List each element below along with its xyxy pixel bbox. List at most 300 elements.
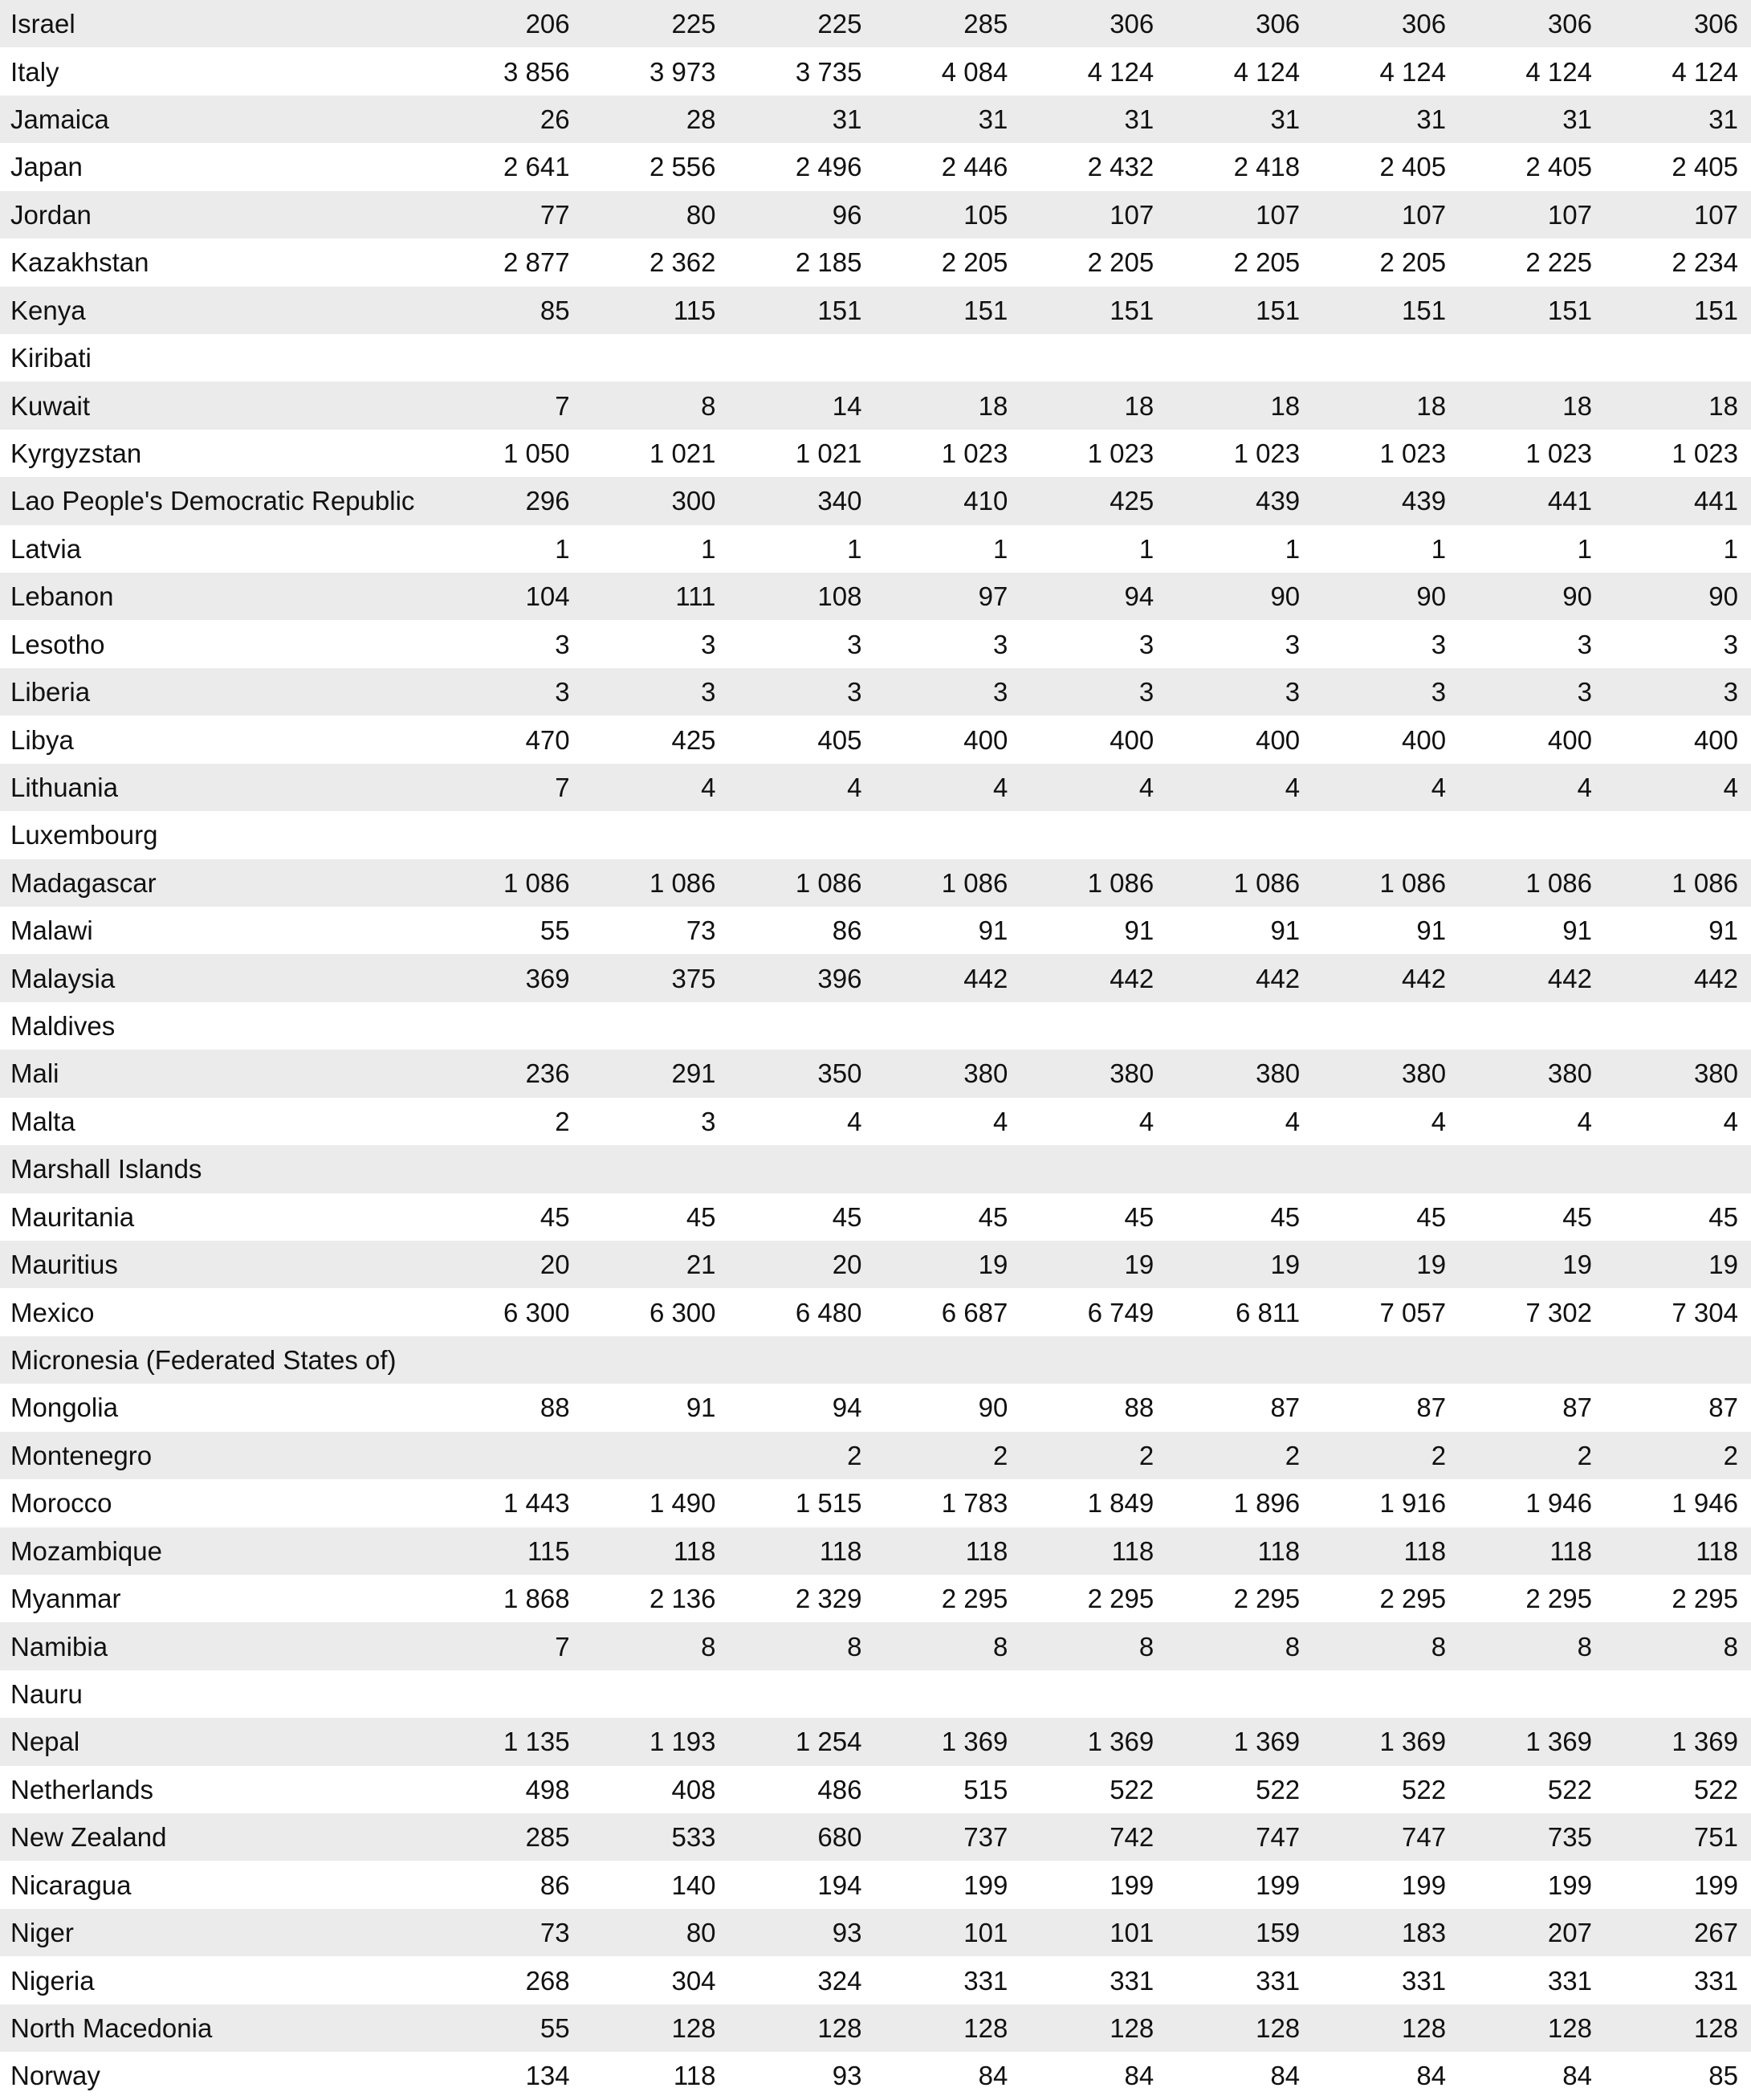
value-cell: 4 — [1138, 772, 1154, 802]
value-cell: 1 916 — [1379, 1488, 1447, 1519]
value-cell: 55 — [540, 2012, 570, 2043]
value-cell: 128 — [1256, 2012, 1301, 2043]
value-cell: 4 124 — [1379, 56, 1447, 87]
value-cell — [1313, 811, 1459, 858]
value-cell: 2 432 — [1087, 152, 1154, 182]
value-cell: 425 — [671, 724, 716, 755]
country-name-cell: Kuwait — [10, 390, 91, 421]
table-row — [0, 1575, 1751, 1622]
value-cell: 19 — [1708, 1250, 1738, 1280]
value-cell — [583, 1002, 729, 1050]
value-cell: 14 — [832, 390, 862, 421]
value-cell: 87 — [1562, 1393, 1592, 1423]
table-row — [0, 96, 1751, 143]
value-cell: 31 — [1562, 104, 1592, 135]
value-cell: 87 — [1416, 1393, 1447, 1423]
value-cell: 118 — [1549, 1535, 1592, 1566]
value-cell: 199 — [1110, 1870, 1154, 1900]
table-row — [0, 764, 1751, 811]
value-cell — [1459, 1145, 1605, 1193]
value-cell: 1 021 — [649, 438, 716, 468]
value-cell: 97 — [978, 581, 1008, 612]
value-cell: 8 — [1577, 1631, 1592, 1662]
value-cell: 306 — [1256, 9, 1301, 39]
value-cell: 90 — [1562, 581, 1592, 612]
value-cell — [1167, 811, 1313, 858]
value-cell: 400 — [1547, 724, 1592, 755]
value-cell: 2 — [992, 1440, 1008, 1470]
value-cell: 118 — [1257, 1535, 1301, 1566]
value-cell: 285 — [525, 1822, 570, 1853]
value-cell: 400 — [1110, 724, 1154, 755]
value-cell: 87 — [1708, 1393, 1738, 1423]
value-cell: 380 — [1256, 1058, 1301, 1089]
table-row — [0, 1288, 1751, 1335]
value-cell: 73 — [540, 1918, 570, 1948]
value-cell: 20 — [832, 1250, 862, 1280]
value-cell: 118 — [1696, 1535, 1738, 1566]
table-row — [0, 0, 1751, 47]
value-cell: 1 849 — [1087, 1488, 1154, 1519]
value-cell: 8 — [992, 1631, 1008, 1662]
value-cell: 84 — [1124, 2061, 1154, 2091]
value-cell: 45 — [686, 1201, 716, 1232]
value-cell: 93 — [832, 1918, 862, 1948]
value-cell — [437, 1145, 583, 1193]
value-cell: 285 — [963, 9, 1008, 39]
value-cell: 94 — [1124, 581, 1154, 612]
value-cell: 2 295 — [941, 1584, 1008, 1614]
value-cell: 522 — [1693, 1774, 1738, 1804]
value-cell: 207 — [1547, 1918, 1592, 1948]
value-cell: 380 — [1402, 1058, 1447, 1089]
value-cell: 747 — [1256, 1822, 1301, 1853]
value-cell: 6 749 — [1087, 1297, 1154, 1327]
table-row — [0, 1670, 1751, 1718]
value-cell: 1 — [1723, 533, 1738, 564]
country-name-cell: Kenya — [10, 295, 86, 325]
table-row — [0, 1098, 1751, 1145]
country-name-cell: Jordan — [10, 199, 92, 230]
value-cell: 199 — [1693, 1870, 1738, 1900]
table-row — [0, 239, 1751, 286]
value-cell: 45 — [978, 1201, 1008, 1232]
country-name-cell: Morocco — [10, 1488, 112, 1519]
value-cell: 4 — [1285, 1106, 1301, 1136]
value-cell — [874, 811, 1020, 858]
value-cell: 3 735 — [795, 56, 862, 87]
value-cell: 680 — [817, 1822, 862, 1853]
value-cell: 1 — [701, 533, 716, 564]
value-cell: 2 205 — [941, 247, 1008, 278]
value-cell: 91 — [686, 1393, 716, 1423]
table-row — [0, 1909, 1751, 1956]
value-cell: 111 — [675, 581, 716, 612]
value-cell: 18 — [1270, 390, 1301, 421]
value-cell: 747 — [1402, 1822, 1447, 1853]
value-cell: 1 946 — [1672, 1488, 1738, 1519]
value-cell — [729, 1336, 875, 1384]
value-cell: 1 023 — [1379, 438, 1447, 468]
value-cell: 31 — [1270, 104, 1301, 135]
value-cell: 3 — [701, 629, 716, 659]
country-name-cell: Maldives — [10, 1011, 116, 1042]
value-cell: 3 — [1723, 677, 1738, 707]
value-cell: 3 973 — [649, 56, 716, 87]
table-row — [0, 1861, 1751, 1908]
value-cell: 93 — [832, 2061, 862, 2091]
value-cell — [583, 1145, 729, 1193]
value-cell: 2 446 — [941, 152, 1008, 182]
value-cell: 2 295 — [1379, 1584, 1447, 1614]
value-cell: 101 — [963, 1918, 1008, 1948]
value-cell: 2 295 — [1525, 1584, 1592, 1614]
country-name-cell: Mauritius — [10, 1250, 118, 1280]
country-name-cell: Latvia — [10, 533, 82, 564]
value-cell: 19 — [978, 1250, 1008, 1280]
value-cell: 1 — [1577, 533, 1592, 564]
table-row — [0, 2052, 1751, 2099]
table-row — [0, 430, 1751, 477]
value-cell: 1 086 — [941, 867, 1008, 898]
value-cell — [1605, 1336, 1751, 1384]
value-cell — [437, 811, 583, 858]
value-cell: 742 — [1110, 1822, 1154, 1853]
value-cell: 439 — [1256, 486, 1301, 516]
value-cell: 45 — [832, 1201, 862, 1232]
value-cell: 2 556 — [649, 152, 716, 182]
value-cell: 1 369 — [1672, 1727, 1738, 1757]
value-cell — [437, 334, 583, 381]
value-cell: 4 124 — [1233, 56, 1301, 87]
value-cell: 2 329 — [795, 1584, 862, 1614]
value-cell: 1 023 — [1087, 438, 1154, 468]
table-row — [0, 191, 1751, 239]
value-cell: 296 — [525, 486, 570, 516]
value-cell: 159 — [1256, 1918, 1301, 1948]
value-cell: 140 — [671, 1870, 716, 1900]
table-row — [0, 1002, 1751, 1050]
value-cell: 380 — [963, 1058, 1008, 1089]
value-cell — [1459, 1336, 1605, 1384]
value-cell: 128 — [963, 2012, 1008, 2043]
value-cell: 115 — [673, 295, 716, 325]
value-cell: 90 — [1270, 581, 1301, 612]
value-cell: 2 — [1431, 1440, 1447, 1470]
country-name-cell: Japan — [10, 152, 83, 182]
value-cell: 4 124 — [1525, 56, 1592, 87]
value-cell: 6 300 — [649, 1297, 716, 1327]
value-cell: 118 — [965, 1535, 1008, 1566]
value-cell: 380 — [1693, 1058, 1738, 1089]
country-name-cell: Israel — [10, 9, 75, 39]
value-cell — [583, 1336, 729, 1384]
value-cell: 2 225 — [1525, 247, 1592, 278]
value-cell: 18 — [1562, 390, 1592, 421]
value-cell: 101 — [1110, 1918, 1154, 1948]
value-cell: 6 480 — [795, 1297, 862, 1327]
value-cell: 1 086 — [1525, 867, 1592, 898]
table-row — [0, 1145, 1751, 1193]
value-cell: 3 — [847, 629, 862, 659]
value-cell: 522 — [1256, 1774, 1301, 1804]
value-cell: 442 — [1256, 963, 1301, 993]
value-cell: 8 — [1431, 1631, 1447, 1662]
country-name-cell: Mali — [10, 1058, 59, 1089]
value-cell: 324 — [817, 1965, 862, 1996]
table-row — [0, 143, 1751, 190]
value-cell: 91 — [1270, 915, 1301, 946]
table-row — [0, 47, 1751, 95]
value-cell: 8 — [1138, 1631, 1154, 1662]
value-cell: 1 086 — [1233, 867, 1301, 898]
value-cell — [1167, 334, 1313, 381]
value-cell: 396 — [817, 963, 862, 993]
value-cell: 225 — [671, 9, 716, 39]
value-cell: 340 — [817, 486, 862, 516]
value-cell: 1 086 — [1087, 867, 1154, 898]
value-cell: 118 — [1403, 1535, 1447, 1566]
value-cell: 1 — [992, 533, 1008, 564]
value-cell — [1605, 334, 1751, 381]
value-cell: 439 — [1402, 486, 1447, 516]
value-cell: 107 — [1402, 199, 1447, 230]
table-row — [0, 716, 1751, 763]
value-cell — [583, 1670, 729, 1718]
value-cell: 194 — [817, 1870, 862, 1900]
country-name-cell: Kiribati — [10, 343, 92, 373]
value-cell: 4 — [1723, 772, 1738, 802]
value-cell: 3 — [1577, 677, 1592, 707]
value-cell: 268 — [525, 1965, 570, 1996]
value-cell: 87 — [1270, 1393, 1301, 1423]
value-cell: 2 — [1577, 1440, 1592, 1470]
value-cell: 19 — [1416, 1250, 1447, 1280]
country-name-cell: Nauru — [10, 1678, 83, 1709]
value-cell: 3 — [1431, 677, 1447, 707]
value-cell — [729, 811, 875, 858]
value-cell: 331 — [1693, 1965, 1738, 1996]
value-cell: 19 — [1270, 1250, 1301, 1280]
value-cell: 199 — [1256, 1870, 1301, 1900]
value-cell — [1020, 1336, 1167, 1384]
value-cell: 206 — [525, 9, 570, 39]
value-cell: 737 — [963, 1822, 1008, 1853]
value-cell: 134 — [525, 2061, 570, 2091]
value-cell: 1 023 — [1672, 438, 1738, 468]
value-cell — [1020, 811, 1167, 858]
value-cell: 225 — [817, 9, 862, 39]
table-row — [0, 573, 1751, 620]
value-cell: 7 304 — [1672, 1297, 1738, 1327]
value-cell: 19 — [1562, 1250, 1592, 1280]
value-cell: 199 — [963, 1870, 1008, 1900]
country-name-cell: Madagascar — [10, 867, 157, 898]
value-cell: 108 — [817, 581, 862, 612]
value-cell: 3 — [992, 677, 1008, 707]
value-cell: 1 369 — [1379, 1727, 1447, 1757]
table-row — [0, 1479, 1751, 1527]
value-cell: 400 — [1256, 724, 1301, 755]
value-cell: 1 193 — [649, 1727, 716, 1757]
value-cell: 151 — [1256, 295, 1301, 325]
value-cell: 369 — [525, 963, 570, 993]
value-cell: 151 — [817, 295, 862, 325]
country-name-cell: Kazakhstan — [10, 247, 149, 278]
value-cell: 20 — [540, 1250, 570, 1280]
table-row — [0, 2004, 1751, 2052]
value-cell: 2 — [1285, 1440, 1301, 1470]
value-cell: 442 — [1693, 963, 1738, 993]
value-cell: 3 — [555, 677, 570, 707]
value-cell: 1 135 — [503, 1727, 570, 1757]
country-name-cell: Jamaica — [10, 104, 109, 135]
value-cell: 1 369 — [1233, 1727, 1301, 1757]
value-cell: 18 — [1708, 390, 1738, 421]
table-row — [0, 381, 1751, 429]
value-cell: 2 — [555, 1106, 570, 1136]
value-cell: 4 — [1577, 1106, 1592, 1136]
value-cell: 1 515 — [795, 1488, 862, 1519]
value-cell: 45 — [1708, 1201, 1738, 1232]
value-cell: 8 — [701, 390, 716, 421]
value-cell: 3 — [1723, 629, 1738, 659]
value-cell: 735 — [1547, 1822, 1592, 1853]
value-cell: 91 — [1562, 915, 1592, 946]
value-cell: 306 — [1110, 9, 1154, 39]
value-cell: 84 — [1562, 2061, 1592, 2091]
value-cell: 1 023 — [941, 438, 1008, 468]
value-cell: 751 — [1693, 1822, 1738, 1853]
value-cell: 3 — [1138, 629, 1154, 659]
value-cell: 306 — [1402, 9, 1447, 39]
value-cell: 91 — [1708, 915, 1738, 946]
value-cell: 2 — [1138, 1440, 1154, 1470]
value-cell: 4 084 — [941, 56, 1008, 87]
value-cell — [1605, 1670, 1751, 1718]
country-name-cell: Niger — [10, 1918, 74, 1948]
table-row — [0, 668, 1751, 716]
value-cell: 3 — [1285, 629, 1301, 659]
country-name-cell: Nigeria — [10, 1965, 95, 1996]
value-cell — [1167, 1002, 1313, 1050]
country-name-cell: Marshall Islands — [10, 1154, 202, 1185]
value-cell: 8 — [1285, 1631, 1301, 1662]
value-cell: 400 — [1693, 724, 1738, 755]
value-cell: 2 418 — [1233, 152, 1301, 182]
value-cell: 4 — [992, 1106, 1008, 1136]
value-cell: 3 — [992, 629, 1008, 659]
value-cell: 425 — [1110, 486, 1154, 516]
value-cell: 91 — [1124, 915, 1154, 946]
value-cell: 486 — [817, 1774, 862, 1804]
value-cell: 1 086 — [649, 867, 716, 898]
value-cell: 4 — [1285, 772, 1301, 802]
value-cell: 31 — [1416, 104, 1447, 135]
country-name-cell: Malawi — [10, 915, 93, 946]
value-cell: 2 205 — [1087, 247, 1154, 278]
value-cell: 107 — [1693, 199, 1738, 230]
value-cell — [1605, 811, 1751, 858]
value-cell — [1313, 1145, 1459, 1193]
value-cell: 300 — [671, 486, 716, 516]
value-cell: 304 — [671, 1965, 716, 1996]
value-cell: 522 — [1110, 1774, 1154, 1804]
value-cell: 7 — [555, 390, 570, 421]
table-row — [0, 1432, 1751, 1479]
value-cell: 3 — [701, 677, 716, 707]
value-cell — [1167, 1336, 1313, 1384]
value-cell: 107 — [1256, 199, 1301, 230]
value-cell: 6 811 — [1236, 1297, 1301, 1327]
value-cell: 128 — [671, 2012, 716, 2043]
value-cell — [1020, 1670, 1167, 1718]
value-cell: 28 — [686, 104, 716, 135]
value-cell: 107 — [1110, 199, 1154, 230]
value-cell: 85 — [1708, 2061, 1738, 2091]
value-cell — [1605, 1002, 1751, 1050]
value-cell: 3 — [1431, 629, 1447, 659]
value-cell: 107 — [1547, 199, 1592, 230]
value-cell: 1 369 — [941, 1727, 1008, 1757]
value-cell: 31 — [832, 104, 862, 135]
value-cell: 151 — [1547, 295, 1592, 325]
value-cell — [1313, 1670, 1459, 1718]
value-cell: 84 — [1416, 2061, 1447, 2091]
value-cell: 441 — [1547, 486, 1592, 516]
country-name-cell: Lebanon — [10, 581, 114, 612]
country-name-cell: Mongolia — [10, 1393, 118, 1423]
value-cell: 522 — [1547, 1774, 1592, 1804]
value-cell: 151 — [1693, 295, 1738, 325]
value-cell: 380 — [1110, 1058, 1154, 1089]
value-cell: 533 — [671, 1822, 716, 1853]
value-cell: 3 — [847, 677, 862, 707]
value-cell: 442 — [1110, 963, 1154, 993]
value-cell: 128 — [817, 2012, 862, 2043]
value-cell: 4 — [847, 772, 862, 802]
value-cell: 88 — [540, 1393, 570, 1423]
value-cell: 45 — [540, 1201, 570, 1232]
value-cell — [1459, 1002, 1605, 1050]
value-cell: 84 — [978, 2061, 1008, 2091]
value-cell — [729, 1670, 875, 1718]
value-cell: 7 302 — [1525, 1297, 1592, 1327]
value-cell: 331 — [1547, 1965, 1592, 1996]
value-cell: 3 — [701, 1106, 716, 1136]
value-cell — [437, 1336, 583, 1384]
value-cell: 2 405 — [1379, 152, 1447, 182]
value-cell — [583, 334, 729, 381]
value-cell: 522 — [1402, 1774, 1447, 1804]
value-cell: 115 — [527, 1535, 570, 1566]
value-cell: 4 — [992, 772, 1008, 802]
value-cell: 515 — [963, 1774, 1008, 1804]
value-cell: 2 — [1723, 1440, 1738, 1470]
table-row — [0, 1956, 1751, 2004]
value-cell: 26 — [540, 104, 570, 135]
value-cell: 45 — [1416, 1201, 1447, 1232]
table-row — [0, 1622, 1751, 1670]
value-cell: 80 — [686, 199, 716, 230]
value-cell: 331 — [1402, 1965, 1447, 1996]
value-cell: 375 — [671, 963, 716, 993]
value-cell: 128 — [1110, 2012, 1154, 2043]
value-cell: 6 300 — [503, 1297, 570, 1327]
value-cell: 380 — [1547, 1058, 1592, 1089]
value-cell: 400 — [1402, 724, 1447, 755]
value-cell: 291 — [671, 1058, 716, 1089]
